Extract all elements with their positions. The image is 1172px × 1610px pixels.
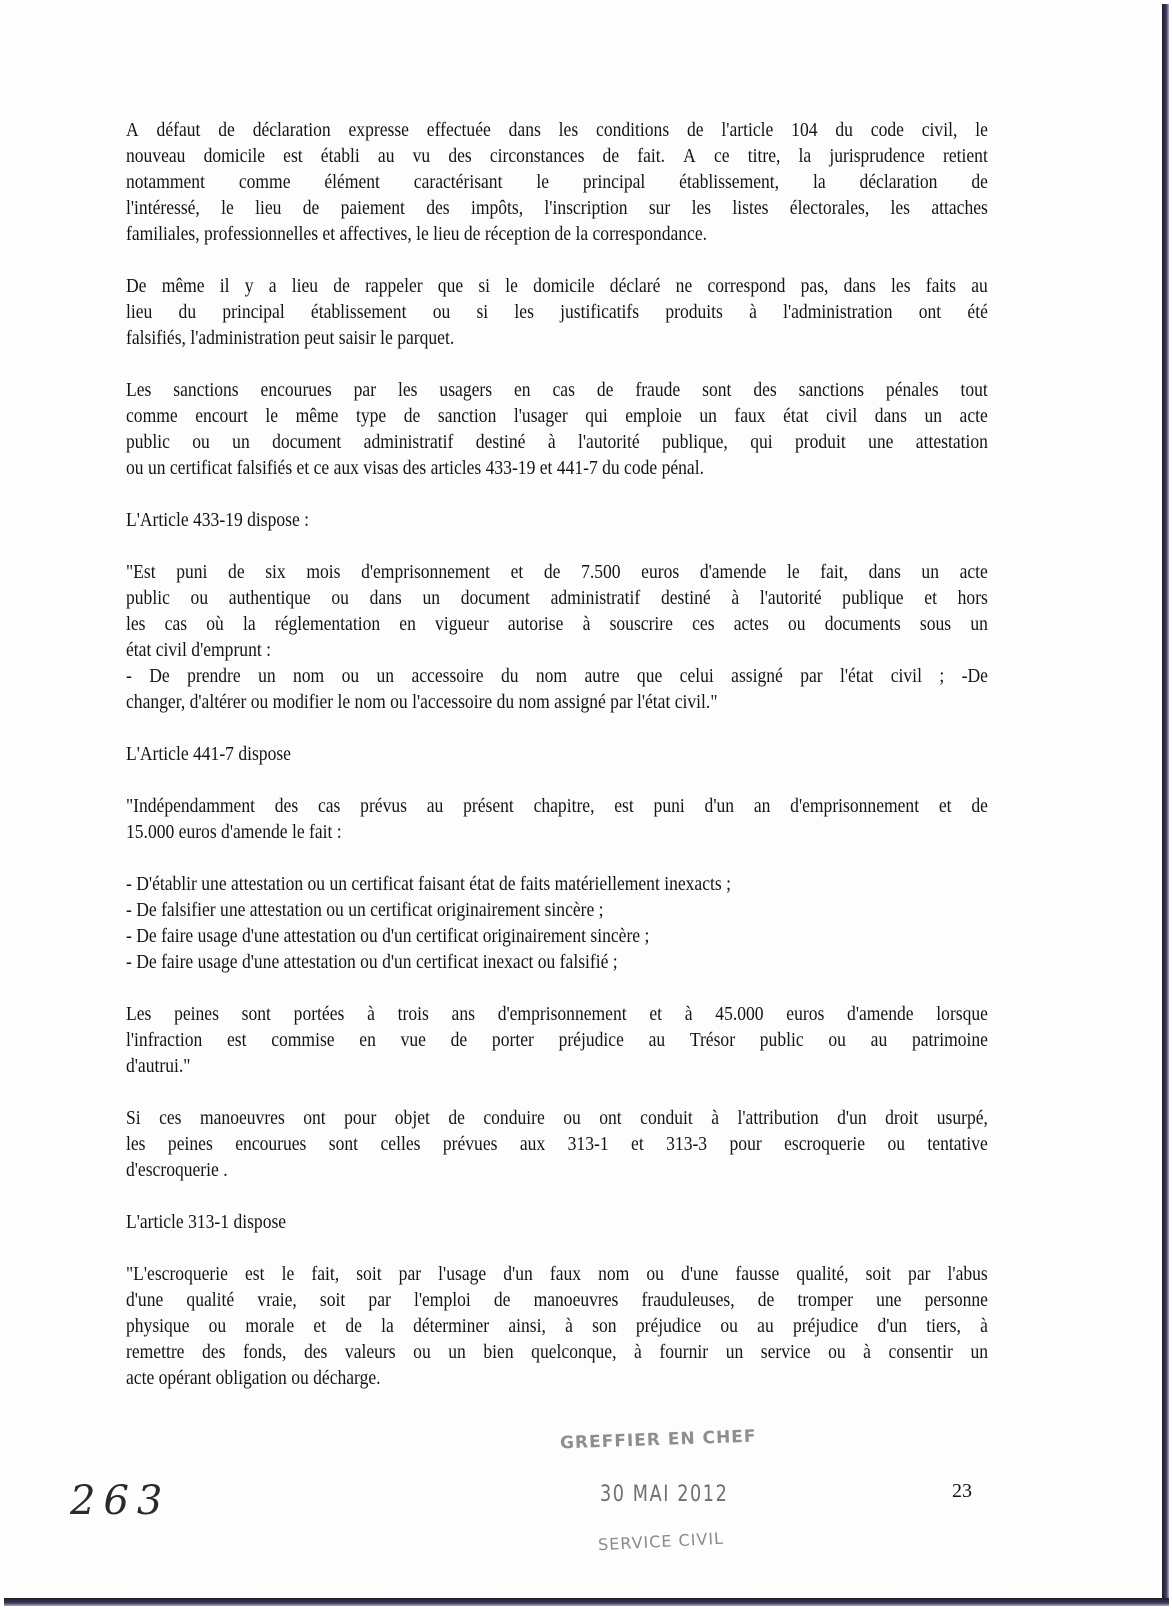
paragraph-gap xyxy=(126,534,988,560)
text-line: physique ou morale et de la déterminer ainsi, à son préjudice ou au préjudice d'un tiers, à xyxy=(126,1316,988,1337)
article-heading xyxy=(126,1210,988,1236)
text-line: L'Article 433-19 dispose : xyxy=(126,510,310,531)
paragraph-gap xyxy=(126,846,988,872)
stamp-greffier: GREFFIER EN CHEF xyxy=(559,1426,757,1454)
text-line: familiales, professionnelles et affectives, le lieu de réception de la correspondance. xyxy=(126,224,708,245)
paragraph-gap xyxy=(126,716,988,742)
stamp-date: 30 MAI 2012 xyxy=(600,1482,729,1507)
text-line: d'escroquerie . xyxy=(126,1160,228,1181)
text-line: état civil d'emprunt : xyxy=(126,640,271,661)
list-item: - De faire usage d'une attestation ou d'un certificat originairement sincère ; xyxy=(126,926,650,947)
paragraph-gap xyxy=(126,976,988,1002)
list-item: - De faire usage d'une attestation ou d'un certificat inexact ou falsifié ; xyxy=(126,952,618,973)
page-shadow-right xyxy=(1162,4,1169,1604)
text-line: l'intéressé, le lieu de paiement des impôts, l'inscription sur les listes électorales, les attaches xyxy=(126,198,988,219)
text-line: remettre des fonds, des valeurs ou un bien quelconque, à fournir un service ou à consentir un xyxy=(126,1342,988,1363)
text-line: comme encourt le même type de sanction l'usager qui emploie un faux état civil dans un acte xyxy=(126,406,988,427)
text-line: notamment comme élément caractérisant le principal établissement, la déclaration de xyxy=(126,172,988,193)
article-heading xyxy=(126,742,988,768)
text-line: public ou authentique ou dans un document administratif destiné à l'autorité publique et hors xyxy=(126,588,988,609)
paragraph-gap xyxy=(126,482,988,508)
text-line: lieu du principal établissement ou si les justificatifs produits à l'administration ont été xyxy=(126,302,988,323)
paragraph xyxy=(126,118,988,248)
text-line: L'Article 441-7 dispose xyxy=(126,744,291,765)
text-line: Les peines sont portées à trois ans d'emprisonnement et à 45.000 euros d'amende lorsque xyxy=(126,1004,988,1025)
paragraph xyxy=(126,378,988,482)
text-line: les peines encourues sont celles prévues aux 313-1 et 313-3 pour escroquerie ou tentative xyxy=(126,1134,988,1155)
legal-quote xyxy=(126,560,988,716)
text-line: - De prendre un nom ou un accessoire du nom autre que celui assigné par l'état civil ; -De xyxy=(126,666,988,687)
list-item: - De falsifier une attestation ou un certificat originairement sincère ; xyxy=(126,900,604,921)
text-line: "Indépendamment des cas prévus au présent chapitre, est puni d'un an d'emprisonnement et de xyxy=(126,796,988,817)
paragraph-gap xyxy=(126,1080,988,1106)
text-line: nouveau domicile est établi au vu des circonstances de fait. A ce titre, la jurisprudence retient xyxy=(126,146,988,167)
text-line: Si ces manoeuvres ont pour objet de conduire ou ont conduit à l'attribution d'un droit usurpé, xyxy=(126,1108,988,1129)
text-line: ou un certificat falsifiés et ce aux visas des articles 433-19 et 441-7 du code pénal. xyxy=(126,458,704,479)
legal-quote xyxy=(126,794,988,846)
text-line: changer, d'altérer ou modifier le nom ou l'accessoire du nom assigné par l'état civil." xyxy=(126,692,718,713)
paragraph xyxy=(126,274,988,352)
text-line: acte opérant obligation ou décharge. xyxy=(126,1368,381,1389)
paragraph-gap xyxy=(126,1236,988,1262)
text-line: les cas où la réglementation en vigueur autorise à souscrire ces actes ou documents sous un xyxy=(126,614,988,635)
text-line: L'article 313-1 dispose xyxy=(126,1212,287,1233)
text-line: Les sanctions encourues par les usagers en cas de fraude sont des sanctions pénales tout xyxy=(126,380,988,401)
legal-quote xyxy=(126,1262,988,1392)
stamp-service: SERVICE CIVIL xyxy=(597,1528,725,1555)
paragraph-gap xyxy=(126,352,988,378)
text-line: public ou un document administratif destiné à l'autorité publique, qui produit une attestation xyxy=(126,432,988,453)
text-line: 15.000 euros d'amende le fait : xyxy=(126,822,342,843)
paragraph xyxy=(126,1106,988,1184)
list-item: - D'établir une attestation ou un certificat faisant état de faits matériellement inexacts ; xyxy=(126,874,731,895)
paragraph-gap xyxy=(126,1184,988,1210)
bullet-list xyxy=(126,872,988,976)
page-number: 23 xyxy=(952,1480,972,1502)
document-body xyxy=(126,118,988,1392)
text-line: d'autrui." xyxy=(126,1056,191,1077)
page-shadow-bottom xyxy=(4,1598,1169,1606)
article-heading xyxy=(126,508,988,534)
text-line: "Est puni de six mois d'emprisonnement et de 7.500 euros d'amende le fait, dans un acte xyxy=(126,562,988,583)
text-line: l'infraction est commise en vue de porter préjudice au Trésor public ou au patrimoine xyxy=(126,1030,988,1051)
text-line: d'une qualité vraie, soit par l'emploi de manoeuvres frauduleuses, de tromper une personne xyxy=(126,1290,988,1311)
text-line: De même il y a lieu de rappeler que si le domicile déclaré ne correspond pas, dans les faits au xyxy=(126,276,988,297)
text-line: A défaut de déclaration expresse effectuée dans les conditions de l'article 104 du code civil, le xyxy=(126,120,988,141)
handwritten-page-number: 263 xyxy=(70,1478,171,1524)
text-line: falsifiés, l'administration peut saisir le parquet. xyxy=(126,328,455,349)
paragraph xyxy=(126,1002,988,1080)
text-line: "L'escroquerie est le fait, soit par l'usage d'un faux nom ou d'une fausse qualité, soit par l'abus xyxy=(126,1264,988,1285)
paragraph-gap xyxy=(126,248,988,274)
paragraph-gap xyxy=(126,768,988,794)
